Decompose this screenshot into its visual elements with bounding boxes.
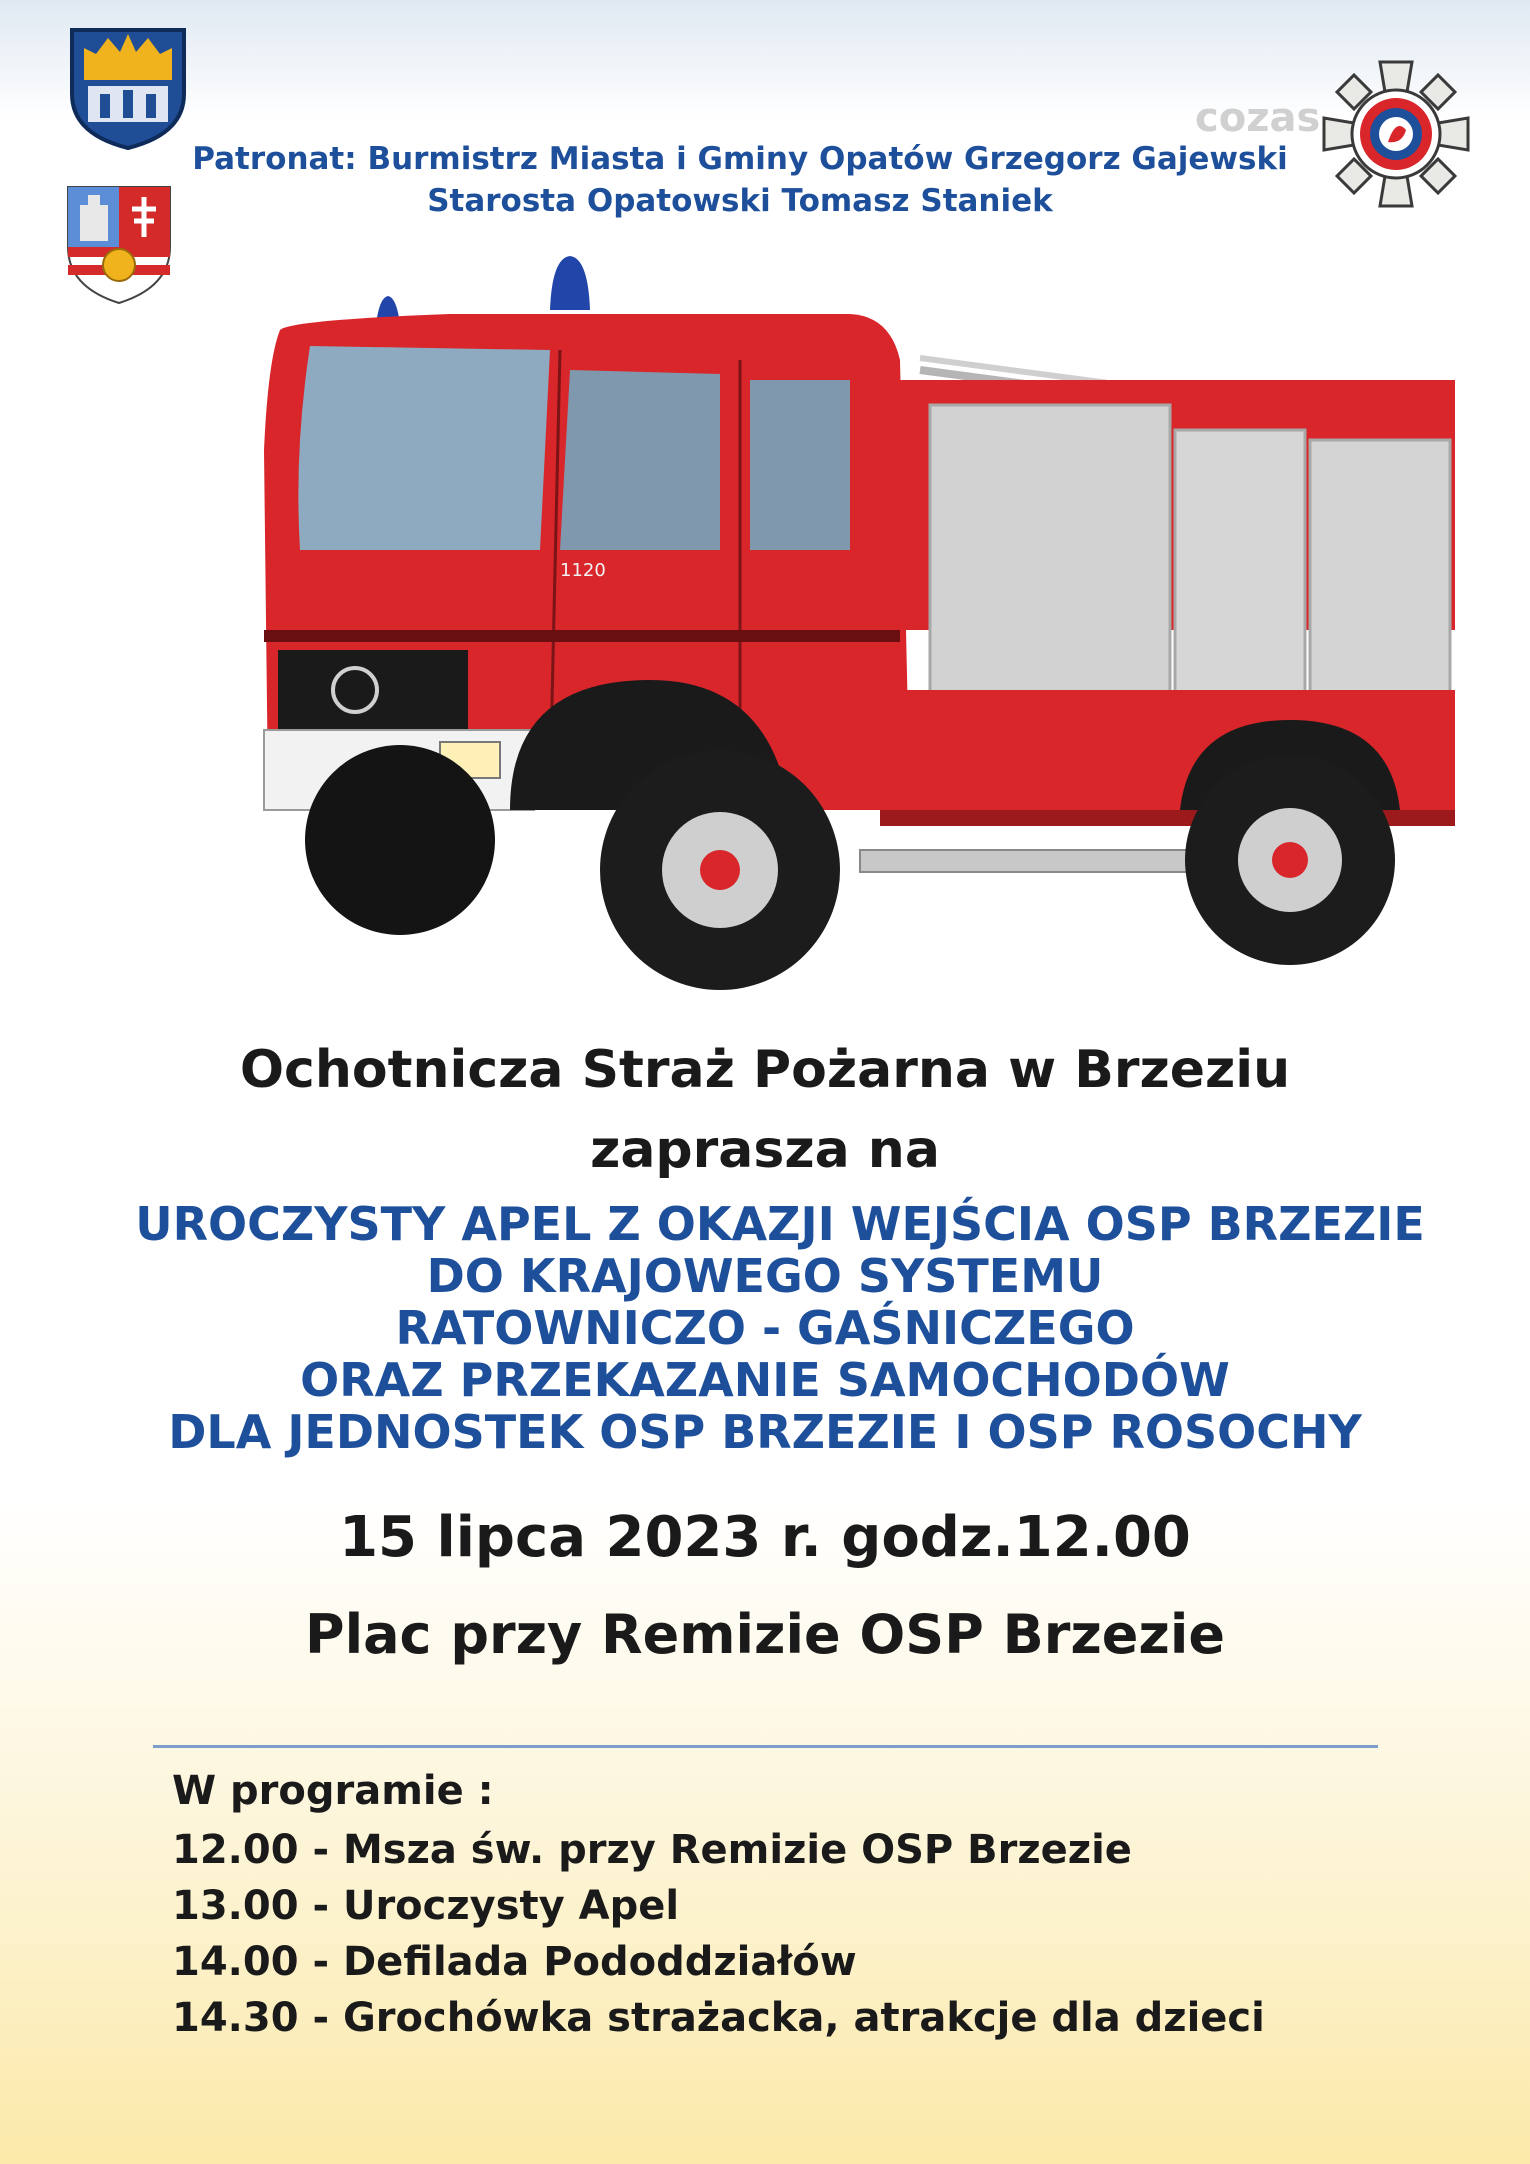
program-list — [172, 1822, 1265, 2046]
patronage-line-1: Patronat: Burmistrz Miasta i Gminy Opatów Grzegorz Gajewski — [192, 141, 1288, 177]
event-title-line: ORAZ PRZEKAZANIE SAMOCHODÓW — [300, 1353, 1230, 1407]
event-title — [0, 1198, 1530, 1458]
fire-brigade-emblem — [1320, 58, 1472, 210]
program-item: 13.00 - Uroczysty Apel — [172, 1883, 680, 1929]
event-place: Plac przy Remizie OSP Brzezie — [305, 1603, 1225, 1666]
event-title-line: DLA JEDNOSTEK OSP BRZEZIE I OSP ROSOCHY — [168, 1405, 1362, 1459]
event-title-line: UROCZYSTY APEL Z OKAZJI WEJŚCIA OSP BRZEZIE — [135, 1197, 1425, 1251]
divider — [153, 1745, 1378, 1748]
program-heading: W programie : — [172, 1768, 494, 1814]
truck-model-badge: 1120 — [560, 560, 606, 581]
program-item: 14.00 - Defilada Pododdziałów — [172, 1939, 857, 1985]
program-item: 12.00 - Msza św. przy Remizie OSP Brzezie — [172, 1827, 1132, 1873]
invites-text: zaprasza na — [590, 1120, 940, 1180]
powiat-coat-of-arms — [64, 183, 174, 307]
patronage-text — [160, 138, 1320, 222]
event-title-line: DO KRAJOWEGO SYSTEMU — [426, 1249, 1104, 1303]
organizer-heading: Ochotnicza Straż Pożarna w Brzeziu — [239, 1040, 1291, 1100]
opatow-coat-of-arms — [66, 24, 190, 152]
fire-truck-image — [250, 250, 1460, 1000]
patronage-line-2: Starosta Opatowski Tomasz Staniek — [427, 183, 1053, 219]
program-item: 14.30 - Grochówka strażacka, atrakcje dla dzieci — [172, 1995, 1265, 2041]
watermark: cozas — [1195, 95, 1321, 141]
event-title-line: RATOWNICZO - GAŚNICZEGO — [395, 1301, 1135, 1355]
event-date: 15 lipca 2023 r. godz.12.00 — [339, 1505, 1191, 1570]
